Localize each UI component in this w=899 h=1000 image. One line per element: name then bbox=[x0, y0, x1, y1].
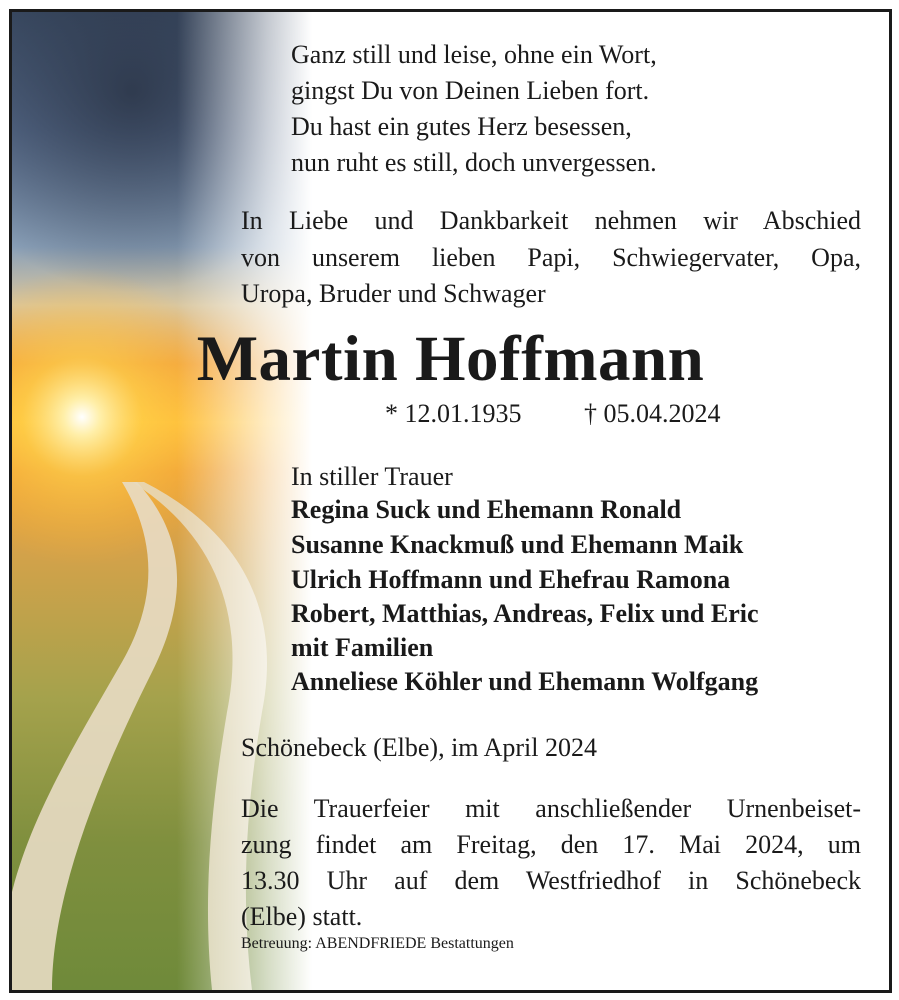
obituary-frame bbox=[9, 9, 892, 993]
intro-line: In Liebe und Dankbarkeit nehmen wir Abschied bbox=[241, 206, 861, 235]
mourner-line: Regina Suck und Ehemann Ronald bbox=[291, 495, 682, 524]
intro-line: Uropa, Bruder und Schwager bbox=[241, 279, 546, 308]
poem-line: Ganz still und leise, ohne ein Wort, bbox=[291, 40, 657, 69]
death-date: † 05.04.2024 bbox=[584, 399, 721, 428]
deceased-name: Martin Hoffmann bbox=[196, 323, 705, 395]
mourner-line: Susanne Knackmuß und Ehemann Maik bbox=[291, 530, 744, 559]
intro-line: von unserem lieben Papi, Schwiegervater, Opa, bbox=[241, 243, 861, 272]
mourner-line: mit Familien bbox=[291, 633, 434, 662]
service-line: Die Trauerfeier mit anschließender Urnenbeiset- bbox=[241, 794, 861, 823]
service-line: 13.30 Uhr auf dem Westfriedhof in Schönebeck bbox=[241, 866, 861, 895]
poem-line: Du hast ein gutes Herz besessen, bbox=[291, 112, 632, 141]
funeral-home-credit: Betreuung: ABENDFRIEDE Bestattungen bbox=[241, 935, 514, 952]
poem-line: gingst Du von Deinen Lieben fort. bbox=[291, 76, 650, 105]
poem-line: nun ruht es still, doch unvergessen. bbox=[291, 148, 657, 177]
mourner-line: Robert, Matthias, Andreas, Felix und Eric bbox=[291, 599, 759, 628]
service-line: zung findet am Freitag, den 17. Mai 2024, um bbox=[241, 830, 861, 859]
mourners-heading: In stiller Trauer bbox=[291, 462, 453, 491]
obituary-text bbox=[12, 12, 889, 990]
mourner-line: Anneliese Köhler und Ehemann Wolfgang bbox=[291, 667, 759, 696]
birth-date: * 12.01.1935 bbox=[385, 399, 522, 428]
mourner-line: Ulrich Hoffmann und Ehefrau Ramona bbox=[291, 565, 731, 594]
place-date: Schönebeck (Elbe), im April 2024 bbox=[241, 733, 597, 762]
service-line: (Elbe) statt. bbox=[241, 902, 363, 931]
